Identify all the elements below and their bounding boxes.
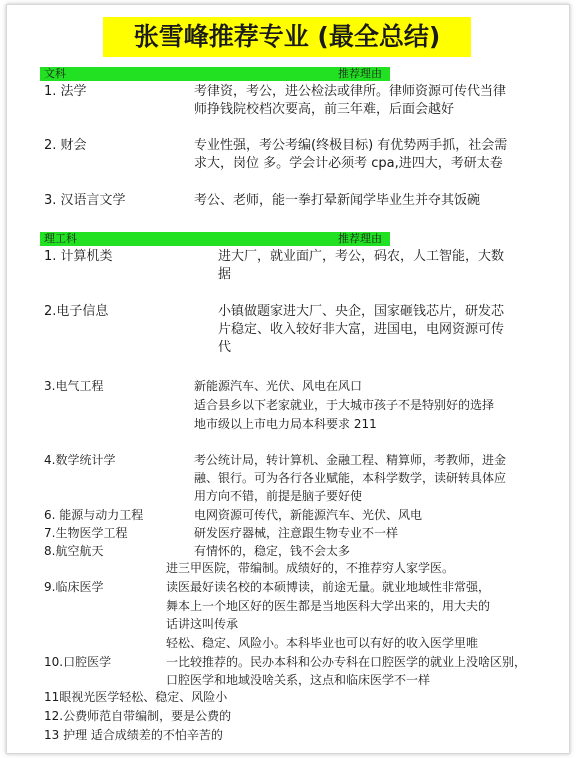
major-name: 3. 汉语言文学 bbox=[44, 193, 126, 208]
major-reason-line: 小镇做题家进大厂、央企，国家砸钱芯片，研发芯 bbox=[218, 304, 505, 319]
major-reason-line: 电网资源可传代，新能源汽车、光伏、风电 bbox=[194, 508, 423, 522]
major-name: 8.航空航天 bbox=[44, 544, 104, 558]
major-reason-line: 据 bbox=[218, 267, 232, 282]
major-reason-line: 读医最好读名校的本硕博读，前途无量。就业地域性非常强， bbox=[166, 580, 491, 594]
section-header-wenke bbox=[40, 67, 390, 81]
major-name: 6. 能源与动力工程 bbox=[44, 508, 144, 522]
major-name: 7.生物医学工程 bbox=[44, 526, 128, 540]
major-name: 1. 法学 bbox=[44, 84, 87, 99]
major-reason-line: 话讲这叫传承 bbox=[166, 617, 239, 631]
major-name: 10.口腔医学 bbox=[44, 655, 112, 669]
major-name: 2. 财会 bbox=[44, 138, 87, 153]
major-reason-line: 用方向不错，前提是脑子要好使 bbox=[194, 489, 363, 503]
major-name: 11眼视光医学轻松、稳定、风险小 bbox=[44, 690, 228, 704]
major-reason-line: 一比较推荐的。民办本科和公办专科在口腔医学的就业上没啥区别， bbox=[166, 655, 527, 669]
section-header-label: 理工科 bbox=[44, 232, 77, 245]
major-reason-line: 进大厂，就业面广，考公，码农，人工智能，大数 bbox=[218, 249, 505, 264]
major-reason-line: 考律资，考公，进公检法或律所。律师资源可传代当律 bbox=[194, 84, 507, 99]
major-name: 13 护理 适合成绩差的不怕辛苦的 bbox=[44, 728, 223, 742]
major-reason-line: 进三甲医院，带编制。成绩好的，不推荐穷人家学医。 bbox=[166, 561, 455, 575]
major-reason-line: 代 bbox=[218, 340, 232, 355]
section-header-reason: 推荐理由 bbox=[338, 67, 382, 80]
major-name: 12.公费师范自带编制，要是公费的 bbox=[44, 709, 232, 723]
major-reason-line: 研发医疗器械，注意跟生物专业不一样 bbox=[194, 526, 399, 540]
major-reason-line: 轻松、稳定、风险小。本科毕业也可以有好的收入医学里唯 bbox=[166, 636, 479, 650]
section-header-label: 文科 bbox=[44, 67, 66, 80]
major-reason-line: 考公、老师，能一拳打晕新闻学毕业生并夺其饭碗 bbox=[194, 193, 481, 208]
major-name: 1. 计算机类 bbox=[44, 249, 113, 264]
major-reason-line: 师挣钱院校档次要高，前三年难，后面会越好 bbox=[194, 102, 455, 117]
page-title: 张雪峰推荐专业 (最全总结) bbox=[133, 22, 441, 51]
major-reason-line: 口腔医学和地域没啥关系，这点和临床医学不一样 bbox=[166, 673, 431, 687]
major-reason-line: 新能源汽车、光伏、风电在风口 bbox=[194, 379, 363, 393]
section-header-like bbox=[40, 232, 390, 246]
major-reason-line: 考公统计局，转计算机、金融工程、精算师，考教师，进金 bbox=[194, 453, 507, 467]
major-reason-line: 专业性强，考公考编(终极目标) 有优势两手抓，社会需 bbox=[194, 138, 508, 153]
major-reason-line: 融、银行。可为各行各业赋能，本科学数学，读研转具体应 bbox=[194, 471, 507, 485]
major-name: 9.临床医学 bbox=[44, 580, 104, 594]
major-reason-line: 地市级以上市电力局本科要求 211 bbox=[194, 417, 377, 431]
major-reason-line: 适合县乡以下老家就业，于大城市孩子不是特别好的选择 bbox=[194, 398, 495, 412]
major-reason-line: 舞本上一个地区好的医生都是当地医科大学出来的，用大夫的 bbox=[166, 599, 491, 613]
major-name: 2.电子信息 bbox=[44, 304, 109, 319]
major-reason-line: 片稳定、收入较好非大富，进国电，电网资源可传 bbox=[218, 322, 505, 337]
major-name: 4.数学统计学 bbox=[44, 453, 116, 467]
major-reason-line: 求大，岗位 多。学会计必须考 cpa,进四大，考研太卷 bbox=[194, 156, 503, 171]
major-reason-line: 有情怀的，稳定，钱不会太多 bbox=[194, 544, 351, 558]
major-name: 3.电气工程 bbox=[44, 379, 104, 393]
section-header-reason: 推荐理由 bbox=[338, 232, 382, 245]
